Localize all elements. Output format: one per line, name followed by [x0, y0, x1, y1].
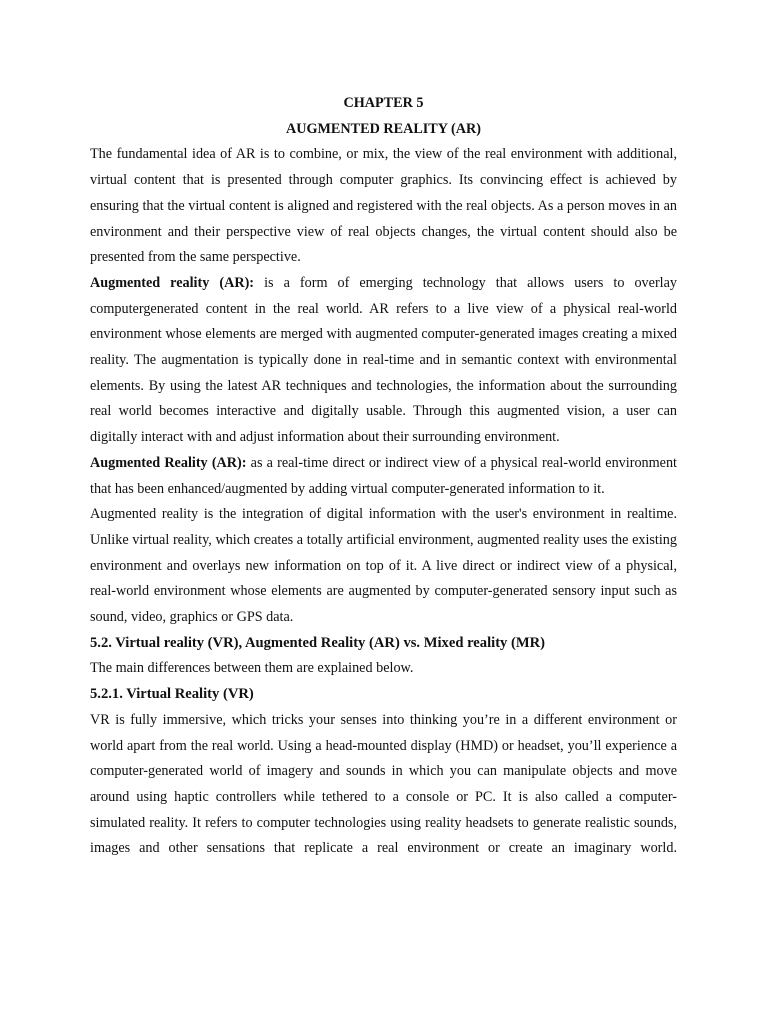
document-page	[90, 91, 677, 862]
section-5-2-1-body: VR is fully immersive, which tricks your senses into thinking you’re in a different environment or world apart from the real world. Using a head-mounted display (HMD) or headset, you’ll experience a computer-generated world of imagery and sounds in which you can manipulate objects and move around using haptic controllers while tethered to a console or PC. It is also called a computer-simulated reality. It refers to computer technologies using reality headsets to generate realistic sounds, images and other sensations that replicate a real environment or create an imaginary world.	[90, 711, 677, 857]
section-5-2-1-heading: 5.2.1. Virtual Reality (VR)	[90, 686, 254, 703]
definition-term-1: Augmented reality (AR):	[90, 274, 255, 291]
definition-paragraph-1	[90, 271, 677, 451]
definition-term-2: Augmented Reality (AR):	[90, 454, 247, 471]
intro-paragraph: The fundamental idea of AR is to combine, or mix, the view of the real environment with additional, virtual content that is presented through computer graphics. Its convincing effect is achieved by ensuring that the virtual content is aligned and registered with the real objects. As a person moves in an environment and their perspective view of real objects changes, the virtual content should also be presented from the same perspective.	[90, 146, 677, 266]
chapter-label: CHAPTER 5	[343, 95, 424, 111]
definition-body-1: is a form of emerging technology that allows users to overlay computergenerated content in the real world. AR refers to a live view of a physical real-world environment whose elements are merged with augmented computer-generated images creating a mixed reality. The augmentation is typically done in real-time and in semantic context with environmental elements. By using the latest AR techniques and technologies, the information about the surrounding real world becomes interactive and digitally usable. Through this augmented vision, a user can digitally interact with and adjust information about their surrounding environment.	[90, 274, 677, 446]
section-5-2-intro: The main differences between them are explained below.	[90, 660, 414, 677]
definition-body-2: as a real-time direct or indirect view of a physical real-world environment that has been enhanced/augmented by adding virtual computer-generated information to it.	[90, 454, 677, 497]
integration-paragraph: Augmented reality is the integration of digital information with the user's environment in realtime. Unlike virtual reality, which creates a totally artificial environment, augmented reality uses the existing environment and overlays new information on top of it. A live direct or indirect view of a physical, real-world environment whose elements are augmented by computer-generated sensory input such as sound, video, graphics or GPS data.	[90, 506, 677, 626]
definition-paragraph-2	[90, 451, 677, 502]
chapter-title: AUGMENTED REALITY (AR)	[286, 120, 481, 137]
section-5-2-heading: 5.2. Virtual reality (VR), Augmented Reality (AR) vs. Mixed reality (MR)	[90, 634, 546, 651]
